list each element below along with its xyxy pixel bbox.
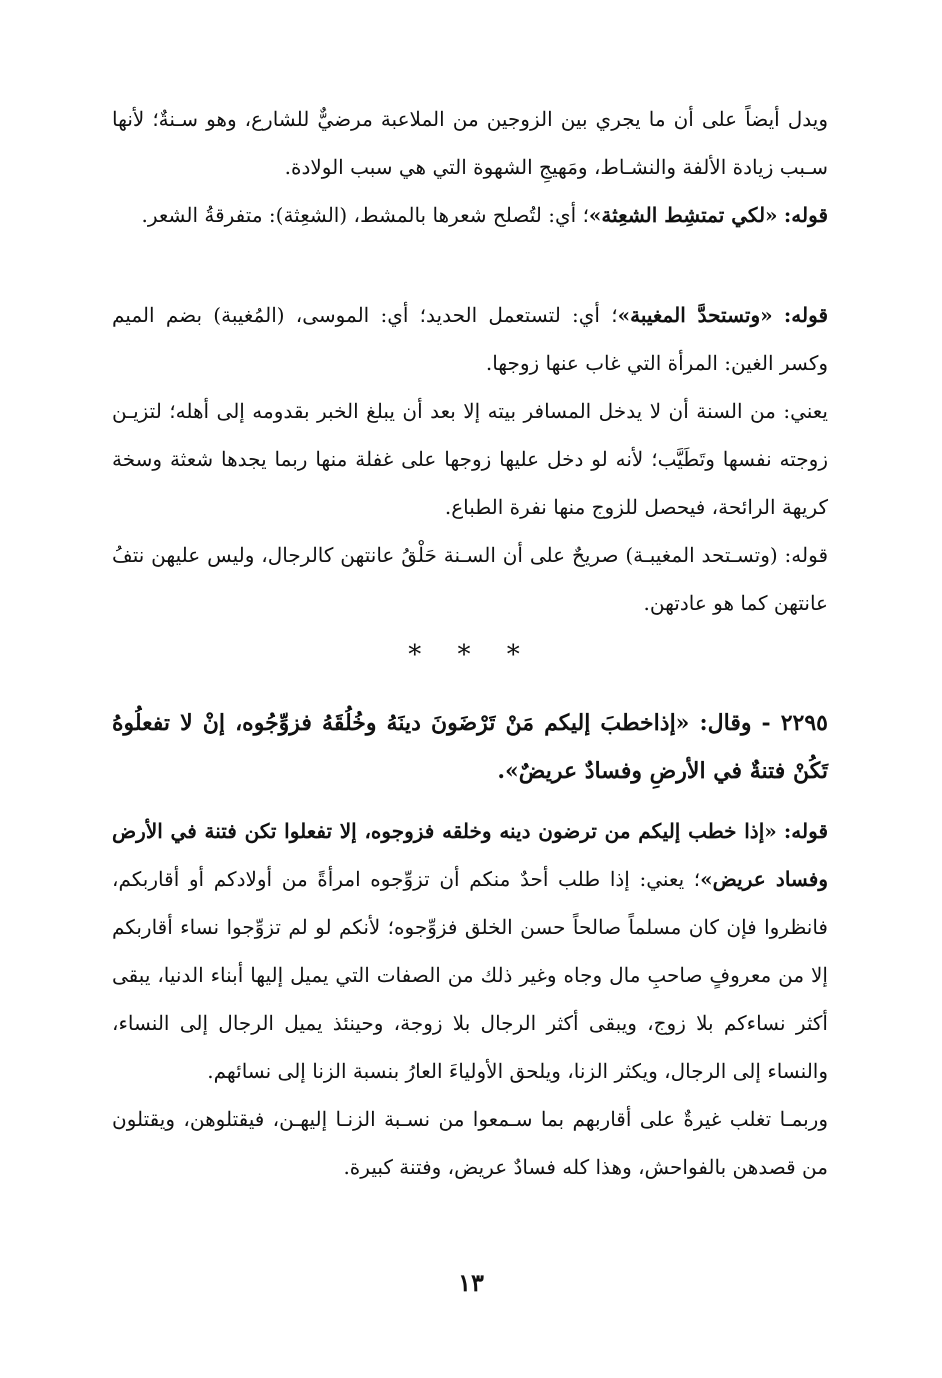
hadith-text: ٢٢٩٥ - وقال: «إذاخطبَ إليكم مَنْ تَرْضَونَ دينَهُ وخُلُقَهُ فزوِّجُوه، إنْ لا تفعلُوهُ تَكُنْ فتنةٌ في الأرضِ وفسادٌ عريضٌ».: [112, 710, 828, 784]
paragraph-3: [112, 291, 828, 387]
commentary-text: ؛ أي: لتستعمل الحديد؛ أي: الموسى، (المُغيبة) بضم الميم وكسر الغين: المرأة التي غاب عنها زوجها.: [112, 303, 828, 375]
paragraph-4: يعني: من السنة أن لا يدخل المسافر بيته إلا بعد أن يبلغ الخبر بقدومه إلى أهله؛ لتزيـن زوجته نفسها وتَطَيَّب؛ لأنه لو دخل عليها زوجها على غفلة منها ربما يجدها شعثة وسخة كريهة الرائحة، فيحصل للزوج منها نفرة الطباع.: [112, 399, 828, 519]
text-block-top: [112, 95, 828, 239]
paragraph-6: [112, 807, 828, 1095]
page-number: ١٣: [458, 1268, 484, 1297]
quote-lead: قوله:: [783, 303, 828, 327]
paragraph-2: [112, 191, 828, 239]
quoted-phrase: «وتستحدَّ المغيبة»: [617, 303, 773, 327]
quoted-phrase: «لكي تمتشِط الشعِثة»: [588, 203, 778, 227]
paragraph-5: قوله: (وتسـتحد المغيبـة) صريحٌ على أن السـنة حَلْقُ عانتهن كالرجال، وليس عليهن نتفُ عانتهن كما هو عادتهن.: [112, 543, 828, 615]
paragraph-7: وربمـا تغلب غيرةٌ على أقاربهم بما سـمعوا من نسـبة الزنـا إليهـن، فيقتلوهن، ويقتلون من قصدهن بالفواحش، وهذا كله فسادٌ عريض، وفتنة كبيرة.: [112, 1107, 828, 1179]
text-block-bottom: [112, 807, 828, 1191]
quote-lead: قوله:: [783, 203, 828, 227]
section-separator: * * *: [408, 640, 534, 670]
text-block-hadith: [112, 699, 828, 795]
commentary-text: ؛ أي: لتُصلح شعرها بالمشط، (الشعِثة): متفرقةُ الشعر.: [141, 203, 589, 227]
quote-lead: قوله:: [783, 819, 828, 843]
paragraph-1: ويدل أيضاً على أن ما يجري بين الزوجين من الملاعبة مرضيٌّ للشارع، وهو سـنةٌ؛ لأنها سـبب زيادة الألفة والنشـاط، ومَهيجِ الشهوة التي هي سبب الولادة.: [112, 107, 828, 179]
text-block-middle: [112, 291, 828, 627]
commentary-text: ؛ يعني: إذا طلب أحدٌ منكم أن تزوِّجوه امرأةً من أولادكم أو أقاربكم، فانظروا فإن كان مسلماً صالحاً حسن الخلق فزوِّجوه؛ لأنكم لو لم تزوِّجوا نساء أقاربكم إلا من معروفٍ صاحبِ مال وجاه وغير ذلك من الصفات التي يميل إليها أبناء الدنيا، يبقى أكثر نساءكم بلا زوج، ويبقى أكثر الرجال بلا زوجة، وحينئذ يميل الرجال إلى النساء، والنساء إلى الرجال، ويكثر الزنا، ويلحق الأولياءَ العارُ بنسبة الزنا إلى نسائهم.: [112, 867, 828, 1083]
quoted-phrase: «إذا خطب إليكم من ترضون دينه وخلقه فزوجوه، إلا تفعلوا تكن فتنة في الأرض وفساد عريض»: [112, 819, 828, 891]
